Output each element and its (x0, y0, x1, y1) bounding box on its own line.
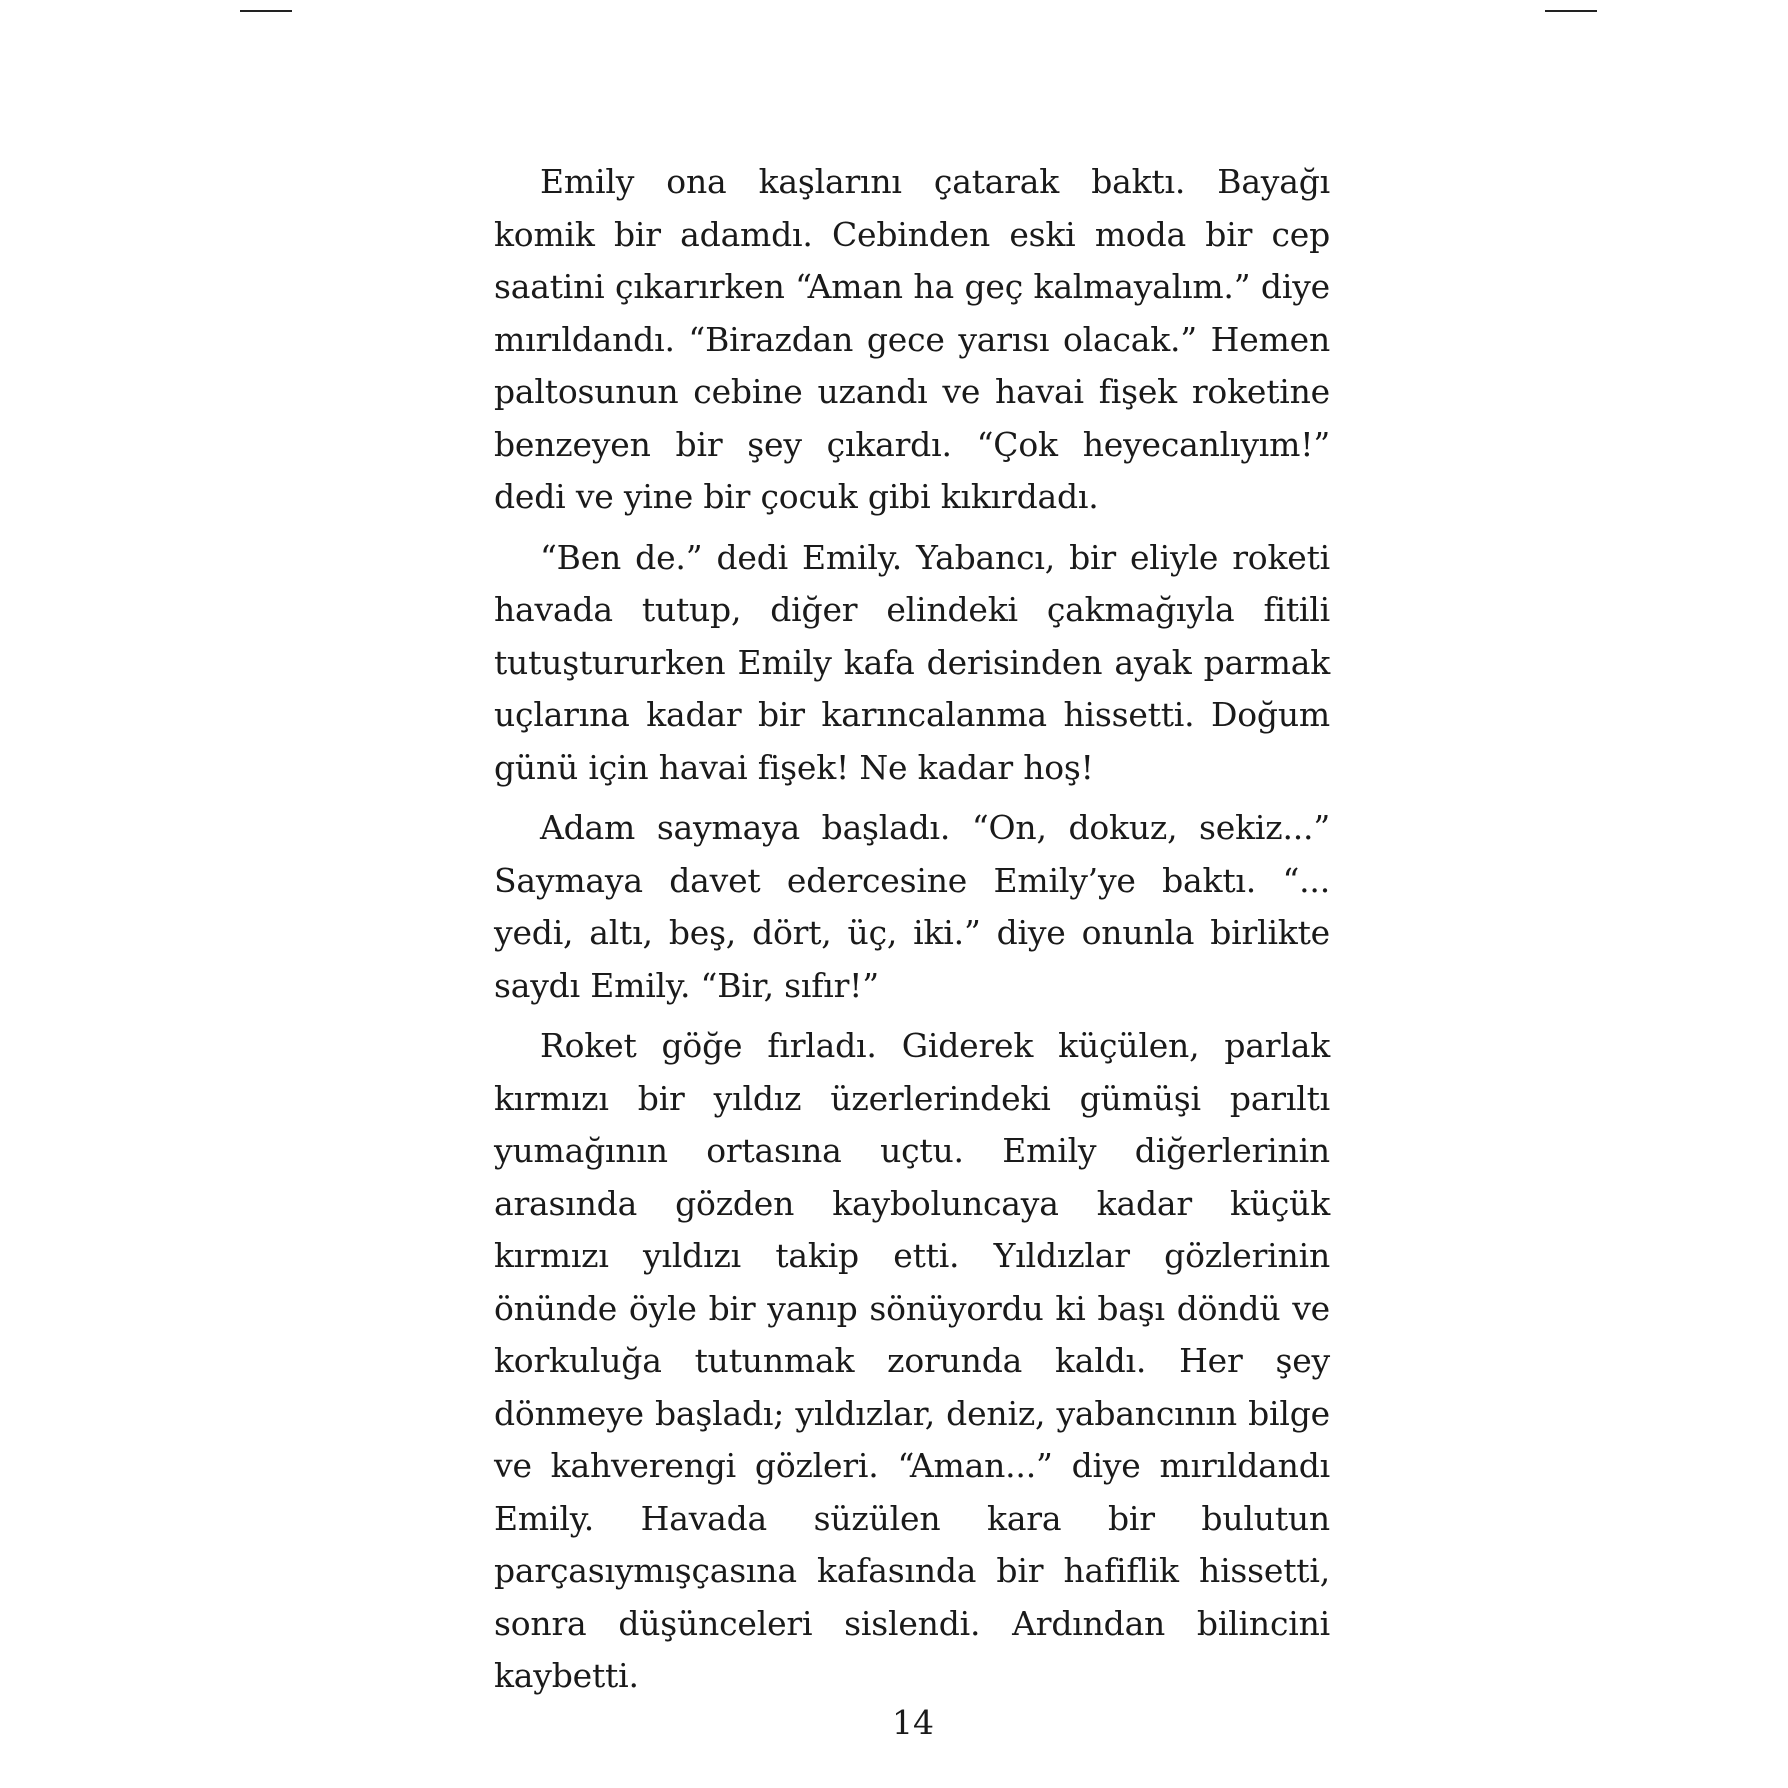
body-text (494, 156, 1330, 1711)
paragraph-2: “Ben de.” dedi Emily. Yabancı, bir eliyle roketi havada tutup, diğer elindeki çakmağıyla fitili tutuştururken Emily kafa derisinden ayak parmak uçlarına kadar bir karıncalanma hissetti. Doğum günü için havai fişek! Ne kadar hoş! (494, 537, 1330, 787)
paragraph-3: Adam saymaya başladı. “On, dokuz, sekiz...” Saymaya davet edercesine Emily’ye baktı. “... yedi, altı, beş, dört, üç, iki.” diye onunla birlikte saydı Emily. “Bir, sıfır!” (494, 808, 1330, 1005)
paragraph-1: Emily ona kaşlarını çatarak baktı. Bayağı komik bir adamdı. Cebinden eski moda bir cep saatini çıkarırken “Aman ha geç kalmayalım.” diye mırıldandı. “Birazdan gece yarısı olacak.” Hemen paltosunun cebine uzandı ve havai fişek roketine benzeyen bir şey çıkardı. “Çok heyecanlıyım!” dedi ve yine bir çocuk gibi kıkırdadı. (494, 162, 1330, 516)
crop-mark-left (240, 10, 292, 12)
paragraph-4: Roket göğe fırladı. Giderek küçülen, parlak kırmızı bir yıldız üzerlerindeki gümüşi parıltı yumağının ortasına uçtu. Emily diğerlerinin arasında gözden kayboluncaya kadar küçük kırmızı yıldızı takip etti. Yıldızlar gözlerinin önünde öyle bir yanıp sönüyordu ki başı döndü ve korkuluğa tutunmak zorunda kaldı. Her şey dönmeye başladı; yıldızlar, deniz, yabancının bilge ve kahverengi gözleri. “Aman...” diye mırıldandı Emily. Havada süzülen kara bir bulutun parçasıymışçasına kafasında bir hafiflik hissetti, sonra düşünceleri sislendi. Ardından bilincini kaybetti. (494, 1026, 1330, 1695)
crop-mark-right (1545, 10, 1597, 12)
page-number: 14 (892, 1703, 934, 1742)
